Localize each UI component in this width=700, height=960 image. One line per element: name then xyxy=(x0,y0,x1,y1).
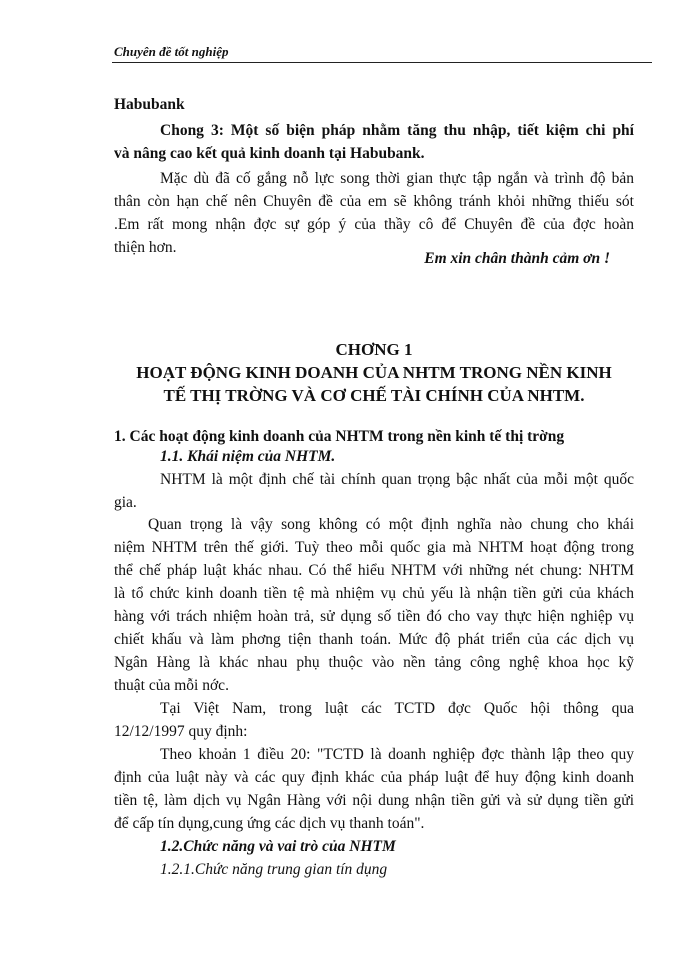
chapter3-line-2: và nâng cao kết quả kinh doanh tại Habubank. xyxy=(114,145,425,162)
p2-line-4: là tổ chức kinh doanh tiền tệ mà nhiệm vụ chủ yếu là nhận tiền gửi của khách xyxy=(114,585,634,602)
p4-line-3: tiền tệ, làm dịch vụ Ngân Hàng với nội dung nhận tiền gửi và sử dụng tiền gửi xyxy=(114,792,634,809)
chapter3-line-1: Chong 3: Một số biện pháp nhằm tăng thu nhập, tiết kiệm chi phí xyxy=(160,122,634,139)
p2-line-3: thể chế pháp luật khác nhau. Có thể hiểu NHTM với những nét chung: NHTM xyxy=(114,562,634,579)
p2-line-5: hàng với trách nhiệm hoàn trả, sử dụng số tiền đó cho vay thực hiện nghiệp vụ xyxy=(114,608,634,625)
p3-line-1: Tại Việt Nam, trong luật các TCTD đợc Quốc hội thông qua xyxy=(160,700,634,717)
chapter-title-line-1: HOẠT ĐỘNG KINH DOANH CỦA NHTM TRONG NỀN KINH xyxy=(136,363,612,382)
subsection-1-2-1-heading: 1.2.1.Chức năng trung gian tín dụng xyxy=(160,861,388,878)
header-divider xyxy=(112,62,652,63)
p2-line-1: Quan trọng là vậy song không có một định nghĩa nào chung cho khái xyxy=(148,516,634,533)
subsection-1-2-heading: 1.2.Chức năng và vai trò của NHTM xyxy=(160,838,396,855)
p1-line-1: NHTM là một định chế tài chính quan trọng bậc nhất của mỗi một quốc xyxy=(160,471,634,488)
intro-para-line-3: .Em rất mong nhận đợc sự góp ý của thầy cô để Chuyên đề của đợc hoàn xyxy=(114,216,634,233)
chapter-heading: CHƠNG 1 xyxy=(335,340,413,359)
p2-line-6: chiết khấu và làm phơng tiện thanh toán. Mức độ phát triển của các dịch vụ xyxy=(114,631,634,648)
p3-line-2: 12/12/1997 quy định: xyxy=(114,723,248,740)
thanks-line: Em xin chân thành cảm ơn ! xyxy=(424,250,610,267)
section-1-heading: 1. Các hoạt động kinh doanh của NHTM trong nền kinh tế thị trờng xyxy=(114,428,565,445)
chapter-title-line-2: TẾ THỊ TRỜNG VÀ CƠ CHẾ TÀI CHÍNH CỦA NHTM. xyxy=(163,386,585,405)
p4-line-1: Theo khoản 1 điều 20: "TCTD là doanh nghiệp đợc thành lập theo quy xyxy=(160,746,634,763)
intro-para-line-4: thiện hơn. xyxy=(114,239,177,256)
p2-line-8: thuật của mỗi nớc. xyxy=(114,677,229,694)
p4-line-2: định của luật này và các quy định khác của pháp luật để huy động kinh doanh xyxy=(114,769,634,786)
habubank-line: Habubank xyxy=(114,96,185,113)
intro-para-line-2: thân còn hạn chế nên Chuyên đề của em sẽ không tránh khỏi những thiếu sót xyxy=(114,193,634,210)
page-header: Chuyên đề tốt nghiệp xyxy=(114,44,229,59)
p2-line-2: niệm NHTM trên thế giới. Tuỳ theo mỗi quốc gia mà NHTM hoạt động trong xyxy=(114,539,634,556)
p2-line-7: Ngân Hàng là khác nhau phụ thuộc vào nền tảng công nghệ khoa học kỹ xyxy=(114,654,634,671)
p4-line-4: để cấp tín dụng,cung ứng các dịch vụ thanh toán". xyxy=(114,815,425,832)
intro-para-line-1: Mặc dù đã cố gắng nỗ lực song thời gian thực tập ngắn và trình độ bản xyxy=(160,170,634,187)
subsection-1-1-heading: 1.1. Khái niệm của NHTM. xyxy=(160,448,336,465)
p1-line-2: gia. xyxy=(114,494,137,511)
